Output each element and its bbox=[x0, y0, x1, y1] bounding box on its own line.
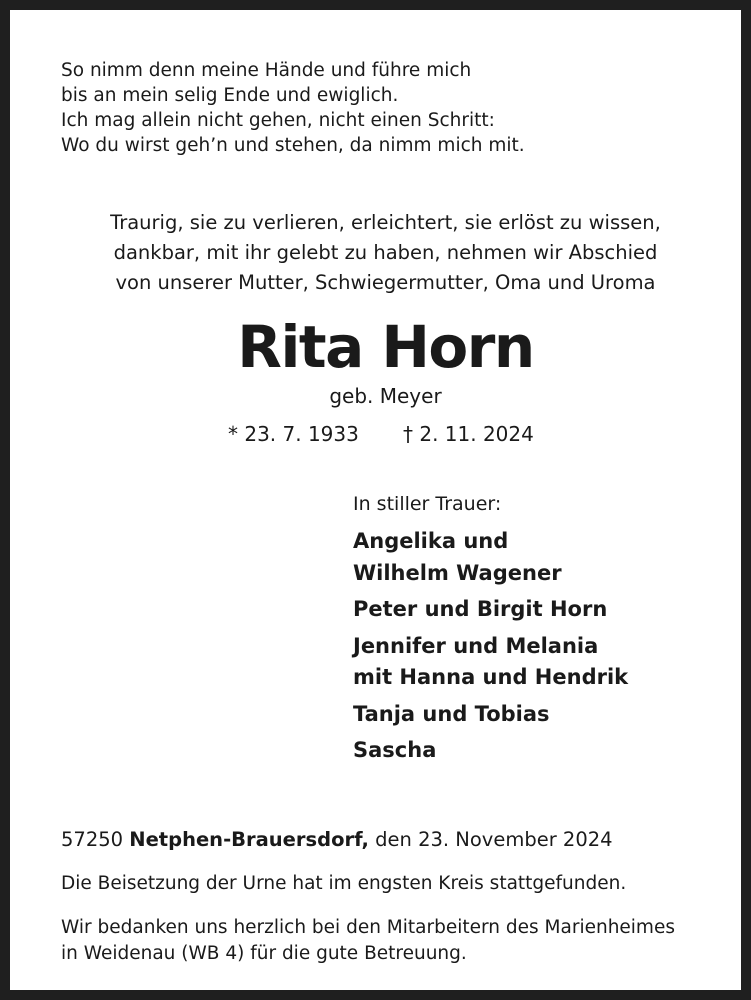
announcement-date: den 23. November 2024 bbox=[375, 828, 613, 851]
burial-notice: Die Beisetzung der Urne hat im engsten Kreis stattgefunden. bbox=[61, 873, 627, 894]
mourning-heading: In stiller Trauer: bbox=[353, 493, 502, 515]
thanks-note: Wir bedanken uns herzlich bei den Mitarbeitern des Marienheimes in Weidenau (WB 4) für die gute Betreuung. bbox=[61, 917, 675, 964]
poem-text: So nimm denn meine Hände und führe mich bis an mein selig Ende und ewiglich. Ich mag allein nicht gehen, nicht einen Schritt: Wo du wirst geh’n und stehen, da nimm mich mit. bbox=[61, 60, 525, 156]
mourner-entry: Peter und Birgit Horn bbox=[353, 597, 608, 621]
place-date-line bbox=[61, 826, 613, 854]
birth-date: * 23. 7. 1933 bbox=[228, 422, 359, 446]
mourner-entry: Angelika und Wilhelm Wagener bbox=[353, 529, 562, 585]
mourner-entry: Jennifer und Melania mit Hanna und Hendrik bbox=[353, 633, 629, 689]
place-name: Netphen-Brauersdorf, bbox=[129, 828, 369, 851]
deceased-name: Rita Horn bbox=[237, 313, 534, 381]
intro-text: Traurig, sie zu verlieren, erleichtert, sie erlöst zu wissen, dankbar, mit ihr gelebt zu haben, nehmen wir Abschied von unserer Mutter, Schwiegermutter, Oma und Uroma bbox=[110, 211, 661, 294]
death-date: † 2. 11. 2024 bbox=[403, 422, 534, 446]
mourner-entry: Tanja und Tobias bbox=[353, 701, 550, 726]
mourner-list bbox=[353, 526, 733, 772]
maiden-name: geb. Meyer bbox=[329, 384, 442, 408]
postcode: 57250 bbox=[61, 828, 124, 851]
mourner-entry: Sascha bbox=[353, 738, 437, 762]
